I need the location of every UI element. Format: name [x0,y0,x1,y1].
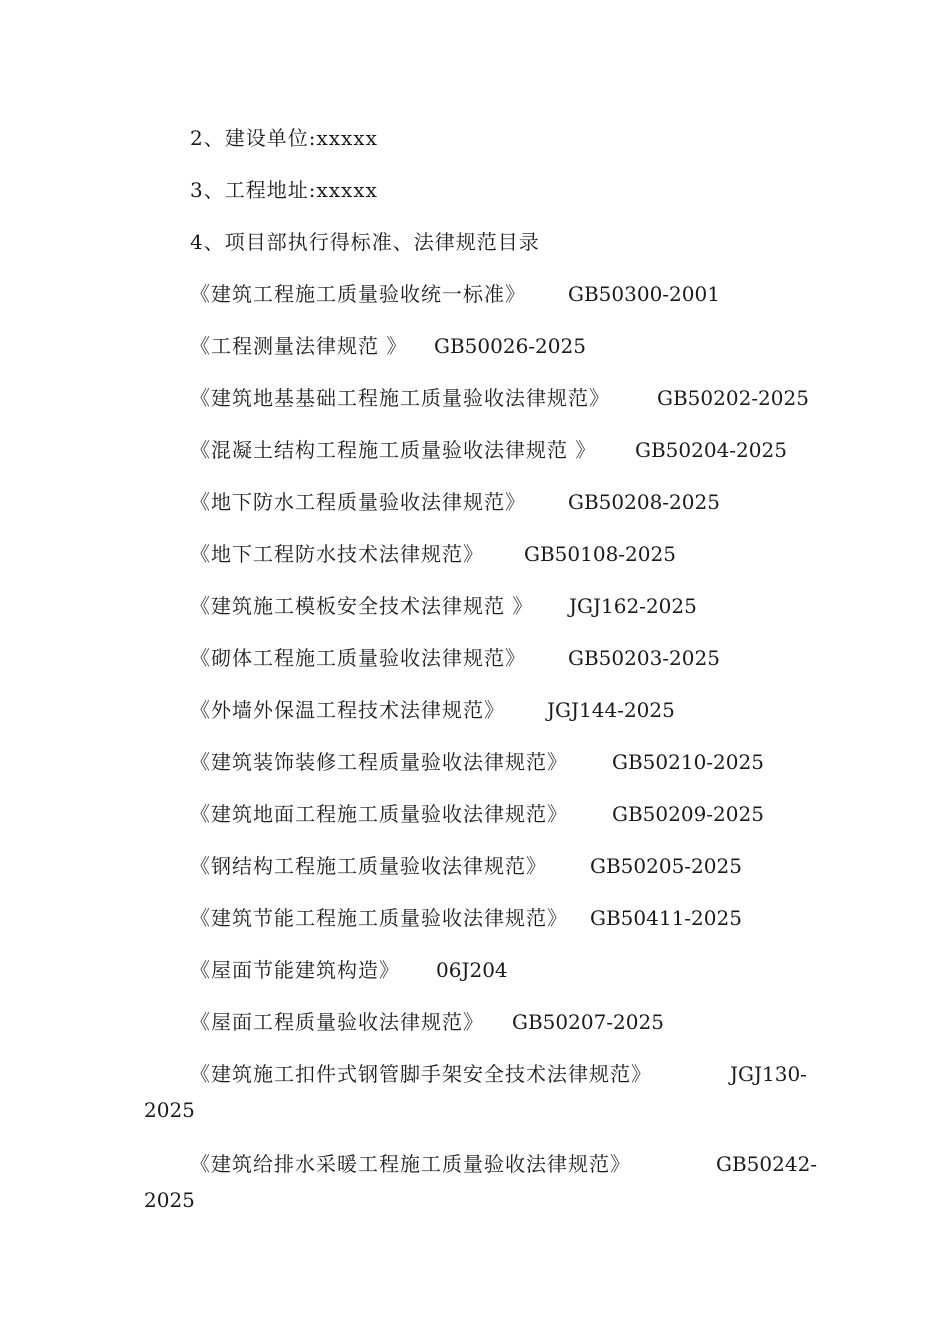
standard-title: 《建筑施工扣件式钢管脚手架安全技术法律规范》 [190,1062,652,1086]
standard-code: JGJ130- [730,1062,807,1086]
standard-title: 《建筑地基基础工程施工质量验收法律规范》 [190,386,610,410]
standard-title: 《屋面工程质量验收法律规范》 [190,1010,484,1034]
standard-code: GB50210-2025 [612,750,764,774]
standard-title: 《建筑给排水采暖工程施工质量验收法律规范》 [190,1152,631,1176]
standard-code: GB50202-2025 [657,386,809,410]
standard-title: 《屋面节能建筑构造》 [190,958,400,982]
standard-code: JGJ162-2025 [569,594,697,618]
standard-title: 《建筑地面工程施工质量验收法律规范》 [190,802,568,826]
standard-title: 《砌体工程施工质量验收法律规范》 [190,646,526,670]
standard-code: GB50203-2025 [568,646,720,670]
standard-title: 《建筑装饰装修工程质量验收法律规范》 [190,750,568,774]
standard-code: JGJ144-2025 [547,698,675,722]
standard-code: GB50300-2001 [568,282,720,306]
standard-code: GB50208-2025 [568,490,720,514]
standard-title: 《建筑施工模板安全技术法律规范 》 [190,594,534,618]
standard-title: 《钢结构工程施工质量验收法律规范》 [190,854,547,878]
standard-code-continued: 2025 [144,1098,195,1122]
item-project-address: 3、工程地址:xxxxx [190,178,378,202]
standard-code: GB50204-2025 [635,438,787,462]
standard-code: GB50207-2025 [512,1010,664,1034]
standard-code-continued: 2025 [144,1188,195,1212]
standard-title: 《混凝土结构工程施工质量验收法律规范 》 [190,438,597,462]
standard-title: 《地下工程防水技术法律规范》 [190,542,484,566]
standard-code: GB50026-2025 [434,334,586,358]
standard-code: GB50411-2025 [590,906,742,930]
item-standards-heading: 4、项目部执行得标准、法律规范目录 [190,230,540,254]
standard-code: 06J204 [436,958,508,982]
standard-code: GB50108-2025 [524,542,676,566]
standard-code: GB50205-2025 [590,854,742,878]
item-construction-unit: 2、建设单位:xxxxx [190,126,378,150]
standard-title: 《工程测量法律规范 》 [190,334,408,358]
standard-title: 《外墙外保温工程技术法律规范》 [190,698,505,722]
standard-title: 《建筑节能工程施工质量验收法律规范》 [190,906,568,930]
standard-code: GB50242- [716,1152,818,1176]
standard-title: 《建筑工程施工质量验收统一标准》 [190,282,526,306]
standard-code: GB50209-2025 [612,802,764,826]
standard-title: 《地下防水工程质量验收法律规范》 [190,490,526,514]
